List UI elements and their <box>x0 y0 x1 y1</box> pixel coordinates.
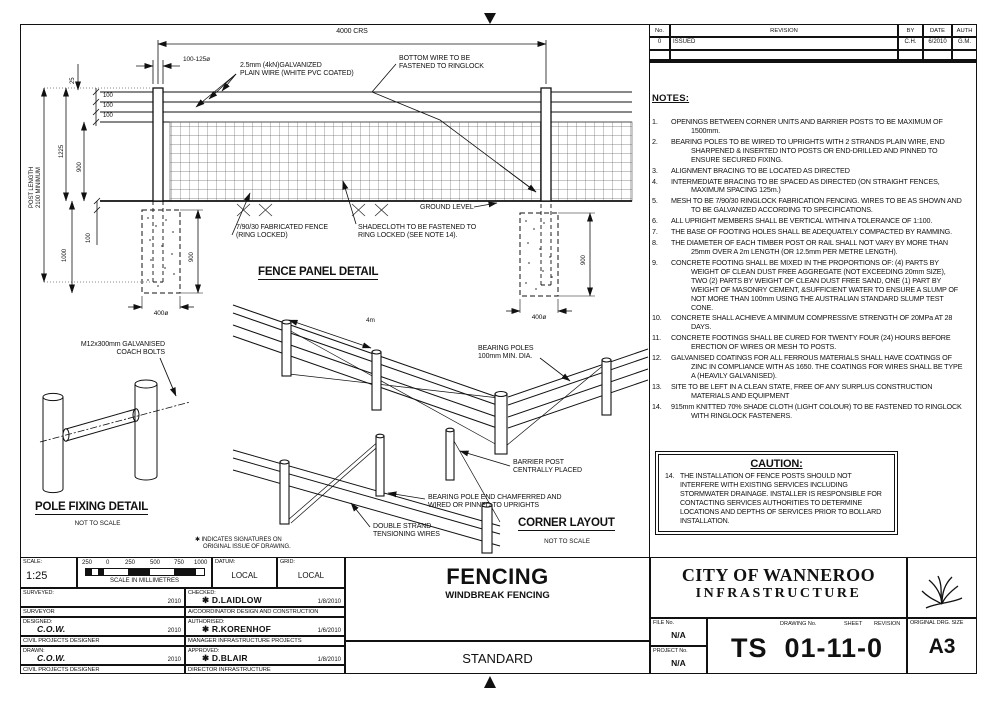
orig-size-value: A3 <box>928 635 956 658</box>
caution-text: THE INSTALLATION OF FENCE POSTS SHOULD NOT INTERFERE WITH EXISTING SERVICES INCLUDING STORMWATER DRAINAGE. INSTALLER IS RESPONSIBLE FOR CONTACTING SERVICES AUTHORITIES TO DETERMINE LOCATIONS AND DEPTHS OF SERVICES PRIOR TO BOLLARD INSTALLATION. <box>680 472 882 526</box>
pole-fixing-detail-title: POLE FIXING DETAIL <box>35 501 149 513</box>
note-item: 9. CONCRETE FOOTING SHALL BE MIXED IN THE PROPORTIONS OF: (4) PARTS BY WEIGHT OF CLEAN DUST FREE AGGREGATE (NOT EXCEEDING 20mm SIZE), TWO (2) PARTS BY WEIGHT OF CLEAN DUST FREE SAND, ONE (1) PART BY WEIGHT OF MASONRY CEMENT, &SUFFICIENT WATER TO ENSURE A SLUMP OF NOT MORE THAN 100mm USING THE AUSTRALIAN STANDARD SLUMP TEST CONE. <box>652 257 959 312</box>
label-shadecloth: SHADECLOTH TO BE FASTENED TO RING LOCKED (SEE NOTE 14). <box>358 224 477 240</box>
logo-cell <box>907 557 977 618</box>
note-item: 1. OPENINGS BETWEEN CORNER UNITS AND BARRIER POSTS TO BE MAXIMUM OF 1500mm. <box>652 117 943 135</box>
dim-100-b: 100 <box>103 103 113 109</box>
dim-100-a: 100 <box>103 93 113 99</box>
corner-layout-nts: NOT TO SCALE <box>544 538 590 545</box>
file-no-value: N/A <box>671 630 686 640</box>
scale-tick: 500 <box>150 560 161 566</box>
approved-cell: APPROVED: ✱ D.BLAIR 1/8/2010 <box>185 646 345 665</box>
drawing-no-label: DRAWING No. <box>780 621 817 627</box>
standard-label: STANDARD <box>462 651 533 666</box>
drawing-subtitle: WINDBREAK FENCING <box>445 590 550 601</box>
drawing-no-cell <box>707 618 907 674</box>
drawing-title-cell <box>345 557 650 641</box>
revision-header-date: DATE <box>923 24 952 37</box>
grid-value: LOCAL <box>297 571 325 580</box>
file-no-cell <box>650 618 707 646</box>
designed-cell: DESIGNED: C.O.W. 2010 <box>20 617 185 636</box>
drawn-role: CIVIL PROJECTS DESIGNER <box>20 665 185 674</box>
scale-bar-cell <box>77 557 212 588</box>
dim-post-length: POST LENGTH 2100 MINIMUM <box>29 166 43 208</box>
scale-tick: 0 <box>106 560 110 566</box>
note-item: 8. THE DIAMETER OF EACH TIMBER POST OR RAIL SHALL NOT VARY BY MORE THAN 25mm OVER A 2m LENGTH (OR 12.5mm PER METRE LENGTH). <box>652 238 948 256</box>
note-item: 11. CONCRETE FOOTINGS SHALL BE CURED FOR TWENTY FOUR (24) HOURS BEFORE ERECTION OF WIRES OR MESH TO POSTS. <box>652 333 951 352</box>
organisation-cell <box>650 557 907 618</box>
file-no-label: FILE No. <box>653 620 674 626</box>
note-item: 6. ALL UPRIGHT MEMBERS SHALL BE VERTICAL WITHIN A TOLERANCE OF 1:100. <box>652 216 933 226</box>
checked-cell: CHECKED: ✱ D.LAIDLOW 1/8/2010 <box>185 588 345 607</box>
note-item: 3. ALIGNMENT BRACING TO BE LOCATED AS DIRECTED <box>652 165 850 175</box>
orig-size-cell <box>907 618 977 674</box>
note-item: 14. 915mm KNITTED 70% SHADE CLOTH (LIGHT COLOUR) TO BE FASTENED TO RINGLOCK WITH RINGLOCK FASTENERS. <box>652 401 962 420</box>
dim-100-c: 100 <box>103 113 113 119</box>
project-no-cell <box>650 646 707 674</box>
scale-bar <box>85 568 205 576</box>
scale-tick: 250 <box>82 560 93 566</box>
caution-title: CAUTION: <box>750 458 803 470</box>
note-item: 10. CONCRETE SHALL ACHIEVE A MINIMUM COMPRESSIVE STRENGTH OF 20MPa AT 28 DAYS. <box>652 313 953 332</box>
revision-row <box>649 37 977 50</box>
caution-inner-border <box>658 454 895 532</box>
label-bearing-poles: BEARING POLES 100mm MIN. DIA. <box>478 345 534 361</box>
label-chamferred: BEARING POLE END CHAMFERRED AND WIRED OR PINNED TO UPRIGHTS <box>428 494 562 510</box>
revision-table <box>649 24 977 63</box>
note-item: 4. INTERMEDIATE BRACING TO BE SPACED AS DIRECTED (ON STRAIGHT FENCES, MAXIMUM SPACING 125m.) <box>652 176 940 195</box>
designed-role: CIVIL PROJECTS DESIGNER <box>20 636 185 646</box>
datum-value: LOCAL <box>231 571 258 580</box>
caution-box <box>655 451 898 535</box>
notes-title: NOTES: <box>652 93 690 104</box>
scale-tick: 750 <box>174 560 185 566</box>
revision-desc: ISSUED <box>670 37 898 50</box>
revision-header-by: BY <box>898 24 923 37</box>
authorised-role: MANAGER INFRASTRUCTURE PROJECTS <box>185 636 345 646</box>
dim-900-footing-right: 900 <box>581 255 587 265</box>
label-barrier-post: BARRIER POST CENTRALLY PLACED <box>513 459 582 475</box>
scale-value: 1:25 <box>26 570 48 582</box>
datum-cell <box>212 557 277 588</box>
sheet-label: SHEET <box>844 621 863 627</box>
pole-fixing-nts: NOT TO SCALE <box>74 520 121 527</box>
project-no-label: PROJECT No. <box>653 648 688 654</box>
checked-role: A/COORDINATOR DESIGN AND CONSTRUCTION <box>185 607 345 617</box>
surveyed-role: SURVEYOR <box>20 607 185 617</box>
revision-row-empty <box>649 50 977 60</box>
note-item: 7. THE BASE OF FOOTING HOLES SHALL BE ADEQUATELY COMPACTED BY RAMMING. <box>652 227 952 237</box>
drawn-cell: DRAWN: C.O.W. 2010 <box>20 646 185 665</box>
approved-role: DIRECTOR INFRASTRUCTURE <box>185 665 345 674</box>
dim-25: 25 <box>70 77 76 84</box>
label-bottom-wire: BOTTOM WIRE TO BE FASTENED TO RINGLOCK <box>399 55 484 71</box>
dim-400-left: 400ø <box>153 310 169 317</box>
grid-label: GRID: <box>280 559 295 565</box>
revision-no: 0 <box>649 37 670 50</box>
notes-column-divider <box>649 24 650 558</box>
authorised-cell: AUTHORISED: ✱ R.KORENHOF 1/6/2010 <box>185 617 345 636</box>
revision-label: REVISION <box>874 621 901 627</box>
label-ground-level: GROUND LEVEL <box>420 204 474 211</box>
notes-section <box>652 93 972 423</box>
label-plain-wire: 2.5mm (4kN)GALVANIZED PLAIN WIRE (WHITE PVC COATED) <box>240 62 354 78</box>
caution-number: 14. <box>665 472 675 480</box>
project-no-value: N/A <box>671 658 686 668</box>
label-fabricated-fence: 7/90/30 FABRICATED FENCE (RING LOCKED) <box>236 224 329 240</box>
revision-header-auth: AUTH <box>952 24 977 37</box>
scale-cell <box>20 557 77 588</box>
note-item: 13. SITE TO BE LEFT IN A CLEAN STATE, FREE OF ANY SURPLUS CONSTRUCTION MATERIALS AND EQUIPMENT <box>652 381 933 400</box>
revision-date: 6/2010 <box>923 37 952 50</box>
dim-1225: 1225 <box>59 145 65 158</box>
revision-header-no: No. <box>649 24 670 37</box>
standard-cell <box>345 641 650 674</box>
dim-4m: 4m <box>366 317 375 324</box>
orig-size-label: ORIGINAL DRG. SIZE <box>910 620 964 626</box>
datum-label: DATUM: <box>215 559 236 565</box>
dim-400-right: 400ø <box>531 314 547 321</box>
revision-auth: G.M. <box>952 37 977 50</box>
revision-header-revision: REVISION <box>670 24 898 37</box>
dim-4000-crs: 4000 CRS <box>336 28 368 35</box>
scale-tick: 1000 <box>194 560 208 566</box>
label-tensioning-wires: DOUBLE STRAND TENSIONING WIRES <box>373 523 440 539</box>
scale-tick: 250 <box>125 560 136 566</box>
fence-panel-detail-title: FENCE PANEL DETAIL <box>258 266 379 278</box>
grid-cell <box>277 557 345 588</box>
label-coach-bolts: M12x300mm GALVANISED COACH BOLTS <box>80 341 165 357</box>
corner-layout-title: CORNER LAYOUT <box>518 517 615 529</box>
org-name-line2: INFRASTRUCTURE <box>695 586 862 601</box>
surveyed-cell: SURVEYED: 2010 <box>20 588 185 607</box>
note-item: 5. MESH TO BE 7/90/30 RINGLOCK FABRICATION FENCING. WIRES TO BE AS SHOWN AND TO BE GALVANIZED ACCORDING TO SPECIFICATIONS. <box>652 196 962 215</box>
note-item: 12. GALVANISED COATINGS FOR ALL FERROUS MATERIALS SHALL HAVE COATINGS OF ZINC IN COMPLIANCE WITH AS 1650. THE COATINGS FOR WIRES SHALL BE TYPE A (HEAVILY GALVANISED). <box>652 353 963 380</box>
drawing-no-value: TS 01-11-0 <box>730 633 884 663</box>
dim-900-mesh: 900 <box>77 162 83 172</box>
dim-1000: 1000 <box>62 249 68 262</box>
scale-label: SCALE: <box>23 559 42 565</box>
dim-900-footing-left: 900 <box>189 252 195 262</box>
signature-note: ✱ INDICATES SIGNATURES ON ORIGINAL ISSUE OF DRAWING. <box>195 537 291 551</box>
dim-100-below-ground: 100 <box>86 233 92 243</box>
dim-post-diameter: 100-125ø <box>183 56 211 63</box>
note-item: 2. BEARING POLES TO BE WIRED TO UPRIGHTS WITH 2 STRANDS PLAIN WIRE, END SHARPENED & INSERTED INTO POSTS OR END-DRILLED AND PINNED TO ENSURE SECURED FIXING. <box>652 136 945 164</box>
scale-caption: SCALE IN MILLIMETRES <box>109 578 180 584</box>
city-logo-icon <box>908 558 976 617</box>
drawing-title: FENCING <box>446 564 549 589</box>
org-name-line1: CITY OF WANNEROO <box>681 565 876 585</box>
revision-by: C.H. <box>898 37 923 50</box>
